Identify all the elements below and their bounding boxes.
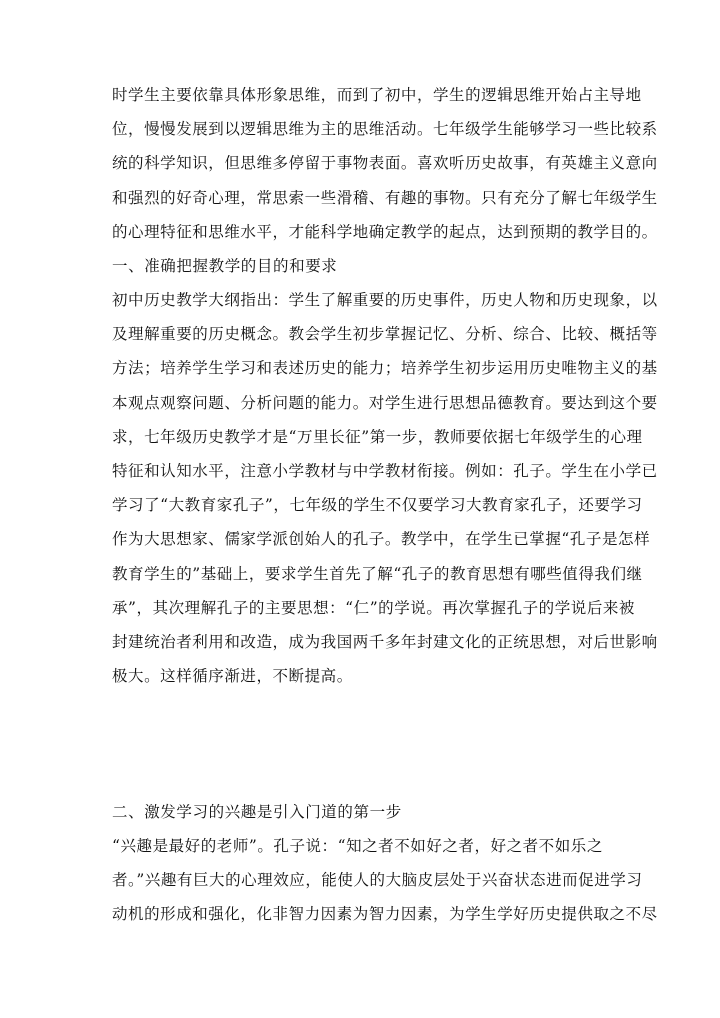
text-line: 封建统治者利用和改造，成为我国两千多年封建文化的正统思想，对后世影响: [112, 632, 658, 651]
heading-text: 一、准确把握教学的目的和要求: [112, 257, 338, 275]
text-line: 的心理特征和思维水平，才能科学地确定教学的起点，达到预期的教学目的。: [112, 222, 658, 241]
text-line: 教育学生的”基础上，要求学生首先了解“孔子的教育思想有哪些值得我们继: [112, 564, 643, 583]
paragraph-interest: [112, 829, 658, 932]
text-line: 承”，其次理解孔子的主要思想：“仁”的学说。再次掌握孔子的学说后来被: [112, 598, 635, 617]
text-line: 作为大思想家、儒家学派创始人的孔子。教学中，在学生已掌握“孔子是怎样: [112, 530, 651, 549]
paragraph-intro: [112, 78, 658, 249]
text-line: 方法；培养学生学习和表述历史的能力；培养学生初步运用历史唯物主义的基: [112, 359, 658, 378]
section-heading-1: [112, 249, 612, 283]
text-line: 位，慢慢发展到以逻辑思维为主的思维活动。七年级学生能够学习一些比较系: [112, 120, 658, 139]
section-heading-2: [112, 795, 612, 829]
text-line: 和强烈的好奇心理，常思索一些滑稽、有趣的事物。只有充分了解七年级学生: [112, 188, 658, 207]
text-line: 者。”兴趣有巨大的心理效应，能使人的大脑皮层处于兴奋状态进而促进学习: [112, 871, 643, 890]
text-line: 极大。这样循序渐进，不断提高。: [112, 667, 353, 686]
text-line: 初中历史教学大纲指出：学生了解重要的历史事件，历史人物和历史现象，以: [112, 291, 658, 309]
text-line: 求，七年级历史教学才是“万里长征”第一步，教师要依据七年级学生的心理: [112, 427, 643, 446]
text-line: 学习了“大教育家孔子”，七年级的学生不仅要学习大教育家孔子，还要学习: [112, 496, 643, 515]
text-line: 特征和认知水平，注意小学教材与中学教材衔接。例如：孔子。学生在小学已: [112, 461, 658, 480]
heading-text: 二、激发学习的兴趣是引入门道的第一步: [112, 803, 402, 821]
paragraph-teaching-goals: [112, 283, 658, 693]
text-line: 及理解重要的历史概念。教会学生初步掌握记忆、分析、综合、比较、概括等: [112, 325, 658, 344]
text-line: 时学生主要依靠具体形象思维，而到了初中，学生的逻辑思维开始占主导地: [112, 86, 642, 104]
text-line: 统的科学知识，但思维多停留于事物表面。喜欢听历史故事，有英雄主义意向: [112, 154, 658, 173]
text-line: 本观点观察问题、分析问题的能力。对学生进行思想品德教育。要达到这个要: [112, 393, 658, 412]
text-line: 动机的形成和强化，化非智力因素为智力因素，为学生学好历史提供取之不尽: [112, 905, 658, 924]
text-line: “兴趣是最好的老师”。孔子说：“知之者不如好之者，好之者不如乐之: [112, 837, 603, 855]
